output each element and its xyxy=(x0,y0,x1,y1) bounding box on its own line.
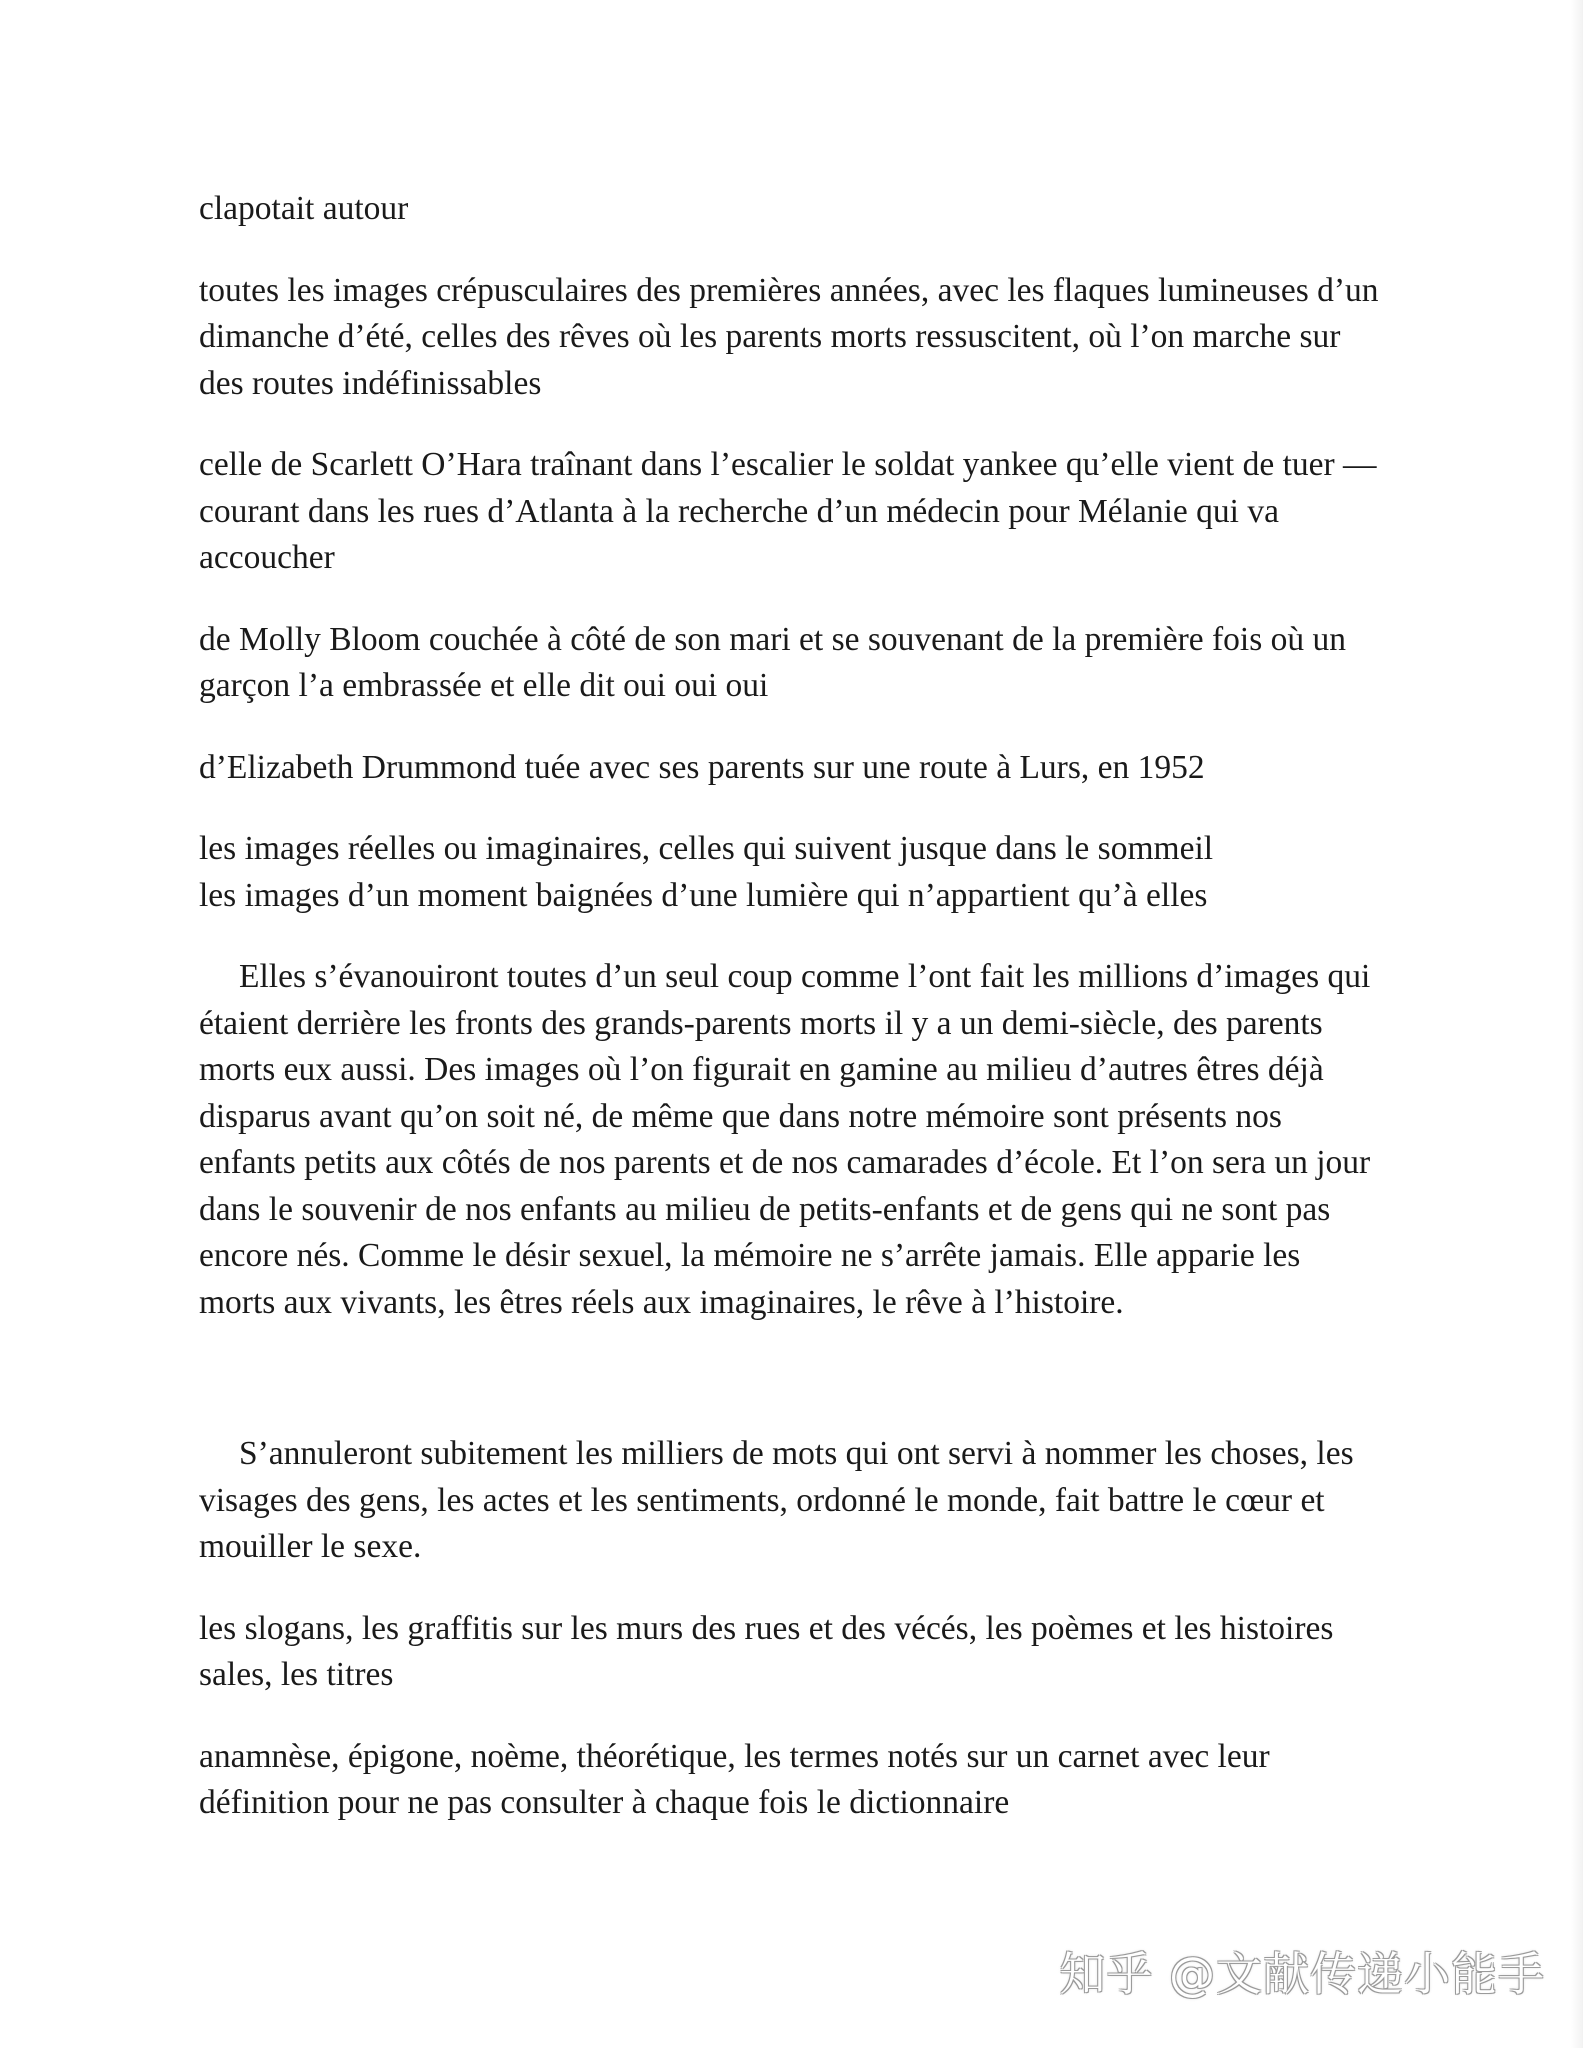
paragraph-1: clapotait autour xyxy=(199,190,409,227)
page-edge-shadow xyxy=(1571,0,1583,2048)
paragraph-10: anamnèse, épigone, noème, théorétique, les termes notés sur un carnet avec leur définition pour ne pas consulter à chaque fois le dictionnaire xyxy=(199,1737,1270,1821)
paragraph-7: Elles s’évanouiront toutes d’un seul coup comme l’ont fait les millions d’images qui étaient derrière les fronts des grands-parents morts il y a un demi-siècle, des parents morts eux aussi. Des images où l’on figurait en gamine au milieu d’autres êtres déjà disparus avant qu’on soit né, de même que dans notre mémoire sont présents nos enfants petits aux côtés de nos parents et de nos camarades d’école. Et l’on sera un jour dans le souvenir de nos enfants au milieu de petits-enfants et de gens qui ne sont pas encore nés. Comme le désir sexuel, la mémoire ne s’arrête jamais. Elle apparie les morts aux vivants, les êtres réels aux imaginaires, le rêve à l’histoire. xyxy=(199,958,1371,1321)
paragraph-6 xyxy=(199,826,1383,919)
page-body xyxy=(199,186,1383,1862)
zhihu-watermark: 知乎 @文献传递小能手 xyxy=(1059,1947,1545,2001)
paragraph-5: d’Elizabeth Drummond tuée avec ses parents sur une route à Lurs, en 1952 xyxy=(199,748,1205,786)
paragraph-2: toutes les images crépusculaires des premières années, avec les flaques lumineuses d’un dimanche d’été, celles des rêves où les parents morts ressuscitent, où l’on marche sur des routes indéfinissables xyxy=(199,271,1379,402)
paragraph-3: celle de Scarlett O’Hara traînant dans l’escalier le soldat yankee qu’elle vient de tuer — courant dans les rues d’Atlanta à la recherche d’un médecin pour Mélanie qui va accoucher xyxy=(199,446,1377,576)
paragraph-8: S’annuleront subitement les milliers de mots qui ont servi à nommer les choses, les visages des gens, les actes et les sentiments, ordonné le monde, fait battre le cœur et mouiller le sexe. xyxy=(199,1435,1354,1565)
paragraph-6-line-1: les images réelles ou imaginaires, celles qui suivent jusque dans le sommeil xyxy=(199,830,1214,867)
paragraph-9: les slogans, les graffitis sur les murs des rues et des vécés, les poèmes et les histoires sales, les titres xyxy=(199,1609,1334,1693)
paragraph-4: de Molly Bloom couchée à côté de son mari et se souvenant de la première fois où un garçon l’a embrassée et elle dit oui oui oui xyxy=(199,620,1347,704)
paragraph-6-line-2: les images d’un moment baignées d’une lumière qui n’appartient qu’à elles xyxy=(199,876,1208,914)
